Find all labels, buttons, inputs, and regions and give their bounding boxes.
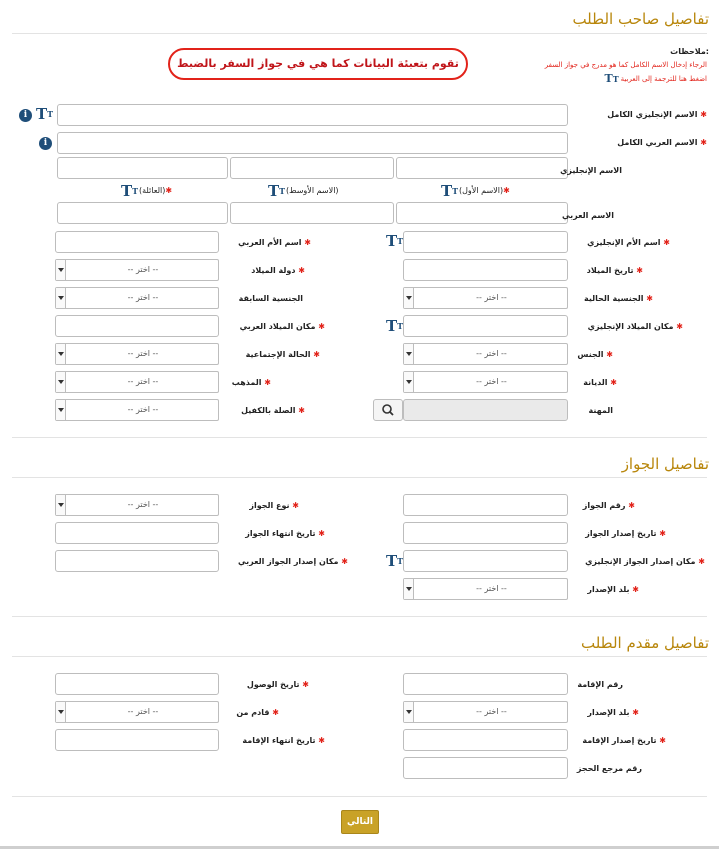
translate-icon[interactable]: TT (36, 105, 54, 123)
coming-from-select[interactable]: -- اختر -- (55, 701, 219, 723)
current-nationality-label: ✱ الجنسية الحالية (584, 294, 653, 303)
residence-number-label: رقم الإقامة (577, 680, 623, 689)
previous-nationality-label: الجنسية السابقة (238, 294, 303, 303)
residence-expiry-date-label: ✱ تاريخ انتهاء الإقامة (242, 736, 325, 745)
birth-country-label: ✱ دولة الميلاد (251, 266, 305, 275)
passport-issue-place-en-label: ✱ مكان إصدار الجواز الإنجليزي (585, 557, 705, 566)
passport-issue-date-input[interactable] (403, 522, 568, 544)
previous-nationality-select[interactable]: -- اختر -- (55, 287, 219, 309)
full-name-ar-label: ✱ الاسم العربي الكامل (617, 138, 707, 147)
passport-number-input[interactable] (403, 494, 568, 516)
gender-label: ✱ الجنس (577, 350, 613, 359)
marital-status-label: ✱ الحالة الإجتماعية (245, 350, 320, 359)
birth-place-en-label: ✱ مكان الميلاد الإنجليزي (587, 322, 683, 331)
info-icon[interactable]: i (39, 137, 52, 150)
passport-section-title: تفاصيل الجواز (621, 455, 709, 473)
passport-number-label: ✱ رقم الجواز (582, 501, 635, 510)
chevron-down-icon (56, 344, 66, 364)
profession-input[interactable] (403, 399, 568, 421)
chevron-down-icon (404, 579, 414, 599)
name-en-label: الاسم الإنجليزي (560, 166, 622, 175)
residence-number-input[interactable] (403, 673, 568, 695)
profession-search-button[interactable] (373, 399, 403, 421)
divider (12, 656, 707, 657)
passport-type-label: ✱ نوع الجواز (249, 501, 299, 510)
full-name-en-input[interactable] (57, 104, 568, 126)
divider (12, 477, 707, 478)
chevron-down-icon (56, 288, 66, 308)
passport-expiry-date-label: ✱ تاريخ انتهاء الجواز (245, 529, 325, 538)
booking-ref-label: رقم مرجع الحجز (576, 764, 642, 773)
chevron-down-icon (56, 400, 66, 420)
chevron-down-icon (56, 372, 66, 392)
mother-name-ar-label: ✱ اسم الأم العربي (238, 238, 311, 247)
passport-issue-country-label: ✱ بلد الإصدار (587, 585, 639, 594)
passport-issue-place-ar-input[interactable] (55, 550, 219, 572)
birth-country-select[interactable]: -- اختر -- (55, 259, 219, 281)
translate-icon[interactable]: TT (121, 182, 139, 200)
current-nationality-select[interactable]: -- اختر -- (403, 287, 568, 309)
marital-status-select[interactable]: -- اختر -- (55, 343, 219, 365)
residence-issue-country-select[interactable]: -- اختر -- (403, 701, 568, 723)
submitter-section-title: تفاصيل مقدم الطلب (580, 634, 709, 652)
family-name-en-input[interactable] (57, 157, 228, 179)
gender-select[interactable]: -- اختر -- (403, 343, 568, 365)
family-name-label: ✱(العائلة) (139, 186, 173, 195)
coming-from-label: ✱ قادم من (236, 708, 279, 717)
birth-place-ar-input[interactable] (55, 315, 219, 337)
middle-name-en-input[interactable] (230, 157, 394, 179)
passport-type-select[interactable]: -- اختر -- (55, 494, 219, 516)
first-name-ar-input[interactable] (396, 202, 568, 224)
notes-title: ملاحظات: (670, 47, 709, 56)
middle-name-ar-input[interactable] (230, 202, 394, 224)
passport-exact-banner: تقوم بتعبئة البيانات كما هي في جواز السفر بالضبط (168, 48, 468, 80)
translate-note[interactable] (605, 71, 707, 87)
translate-icon[interactable]: TT (386, 232, 404, 250)
chevron-down-icon (56, 702, 66, 722)
sponsor-relation-select[interactable]: -- اختر -- (55, 399, 219, 421)
full-name-ar-input[interactable] (57, 132, 568, 154)
note-line-1: الرجاء إدخال الاسم الكامل كما هو مدرج في جواز السفر (544, 61, 707, 69)
full-name-en-label: ✱ الاسم الإنجليزي الكامل (607, 110, 707, 119)
residence-issue-date-label: ✱ تاريخ إصدار الإقامة (582, 736, 666, 745)
booking-ref-input[interactable] (403, 757, 568, 779)
family-name-ar-input[interactable] (57, 202, 228, 224)
chevron-down-icon (56, 495, 66, 515)
birth-date-input[interactable] (403, 259, 568, 281)
chevron-down-icon (404, 372, 414, 392)
translate-icon[interactable]: TT (386, 552, 404, 570)
applicant-section-title: تفاصيل صاحب الطلب (572, 10, 709, 28)
chevron-down-icon (404, 344, 414, 364)
religion-label: ✱ الديانة (583, 378, 617, 387)
next-button[interactable]: التالي (341, 810, 379, 834)
divider (12, 33, 707, 34)
passport-expiry-date-input[interactable] (55, 522, 219, 544)
info-icon[interactable]: i (19, 109, 32, 122)
chevron-down-icon (404, 288, 414, 308)
sponsor-relation-label: ✱ الصلة بالكفيل (241, 406, 305, 415)
birth-place-ar-label: ✱ مكان الميلاد العربي (239, 322, 325, 331)
passport-issue-place-ar-label: ✱ مكان إصدار الجواز العربي (238, 557, 348, 566)
religion-select[interactable]: -- اختر -- (403, 371, 568, 393)
arrival-date-input[interactable] (55, 673, 219, 695)
middle-name-label: (الاسم الأوسط) (286, 186, 339, 195)
residence-issue-country-label: ✱ بلد الإصدار (587, 708, 639, 717)
mother-name-ar-input[interactable] (55, 231, 219, 253)
translate-icon[interactable]: TT (386, 317, 404, 335)
residence-issue-date-input[interactable] (403, 729, 568, 751)
mother-name-en-input[interactable] (403, 231, 568, 253)
residence-expiry-date-input[interactable] (55, 729, 219, 751)
divider (12, 796, 707, 797)
divider (12, 437, 707, 438)
passport-issue-country-select[interactable]: -- اختر -- (403, 578, 568, 600)
translate-icon: TT (604, 72, 619, 85)
first-name-en-input[interactable] (396, 157, 568, 179)
birth-date-label: ✱ تاريخ الميلاد (586, 266, 643, 275)
arrival-date-label: ✱ تاريخ الوصول (246, 680, 309, 689)
translate-icon[interactable]: TT (268, 182, 286, 200)
sect-label: ✱ المذهب (231, 378, 271, 387)
passport-issue-place-en-input[interactable] (403, 550, 568, 572)
name-ar-label: الاسم العربي (562, 211, 614, 220)
search-icon (374, 400, 402, 420)
birth-place-en-input[interactable] (403, 315, 568, 337)
divider (12, 616, 707, 617)
chevron-down-icon (56, 260, 66, 280)
first-name-label: ✱(الاسم الأول) (459, 186, 510, 195)
chevron-down-icon (404, 702, 414, 722)
mother-name-en-label: ✱ اسم الأم الإنجليزي (587, 238, 670, 247)
sect-select[interactable]: -- اختر -- (55, 371, 219, 393)
passport-issue-date-label: ✱ تاريخ إصدار الجواز (585, 529, 666, 538)
translate-icon[interactable]: TT (441, 182, 459, 200)
translate-note-label: اضغط هنا للترجمة إلى العربية (620, 75, 707, 83)
profession-label: المهنة (588, 406, 613, 415)
